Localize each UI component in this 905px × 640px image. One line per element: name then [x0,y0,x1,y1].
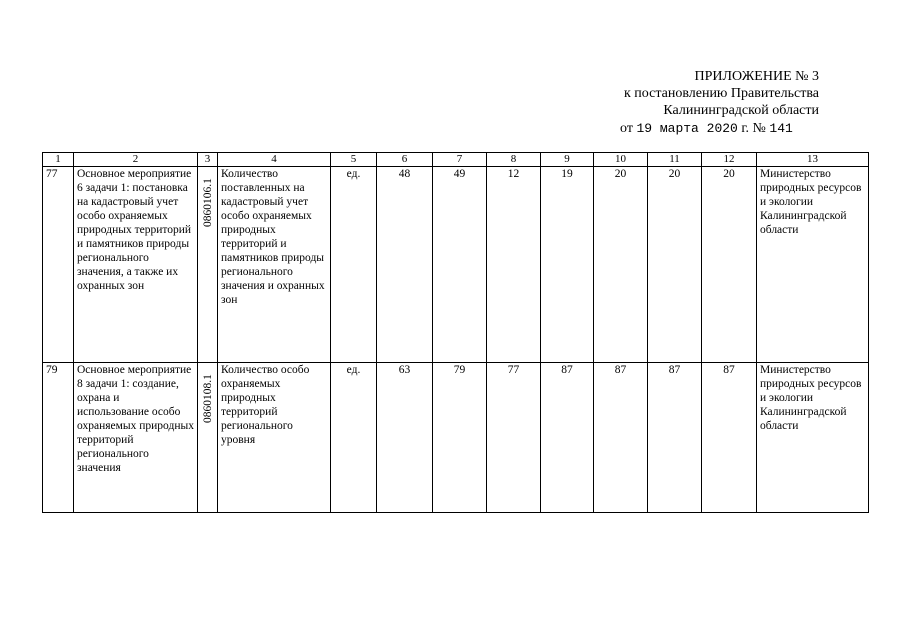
indicators-table [42,152,869,513]
value-cell: 77 [487,363,541,513]
measure-cell: Основное мероприятие 8 задачи 1: создание, охрана и использование особо охраняемых природных территорий регионального значения [74,363,198,513]
decree-number: 141 [769,121,793,136]
column-header-row [43,153,869,167]
code-text: 0860106.1 [201,178,214,227]
decree-reference [620,120,793,137]
table-row [43,363,869,513]
value-cell: 20 [594,167,648,363]
column-header: 3 [198,153,218,167]
column-header: 13 [757,153,869,167]
code-cell [198,167,218,363]
row-number: 79 [43,363,74,513]
appendix-header [624,68,819,119]
value-cell: 48 [377,167,433,363]
decree-date: 19 марта 2020 [636,121,738,136]
code-cell [198,363,218,513]
value-cell: 87 [702,363,757,513]
unit-cell: ед. [331,167,377,363]
value-cell: 20 [702,167,757,363]
table-row [43,167,869,363]
appendix-subtitle: к постановлению Правительства [623,86,819,101]
value-cell: 19 [541,167,594,363]
column-header: 5 [331,153,377,167]
executor-cell: Министерство природных ресурсов и экологии Калининградской области [757,167,869,363]
column-header: 6 [377,153,433,167]
value-cell: 87 [648,363,702,513]
column-header: 10 [594,153,648,167]
value-cell: 49 [433,167,487,363]
column-header: 2 [74,153,198,167]
value-cell: 63 [377,363,433,513]
column-header: 1 [43,153,74,167]
code-text: 0860108.1 [201,374,214,423]
unit-cell: ед. [331,363,377,513]
indicator-cell: Количество поставленных на кадастровый учет особо охраняемых природных территорий и памятников природы регионального значения и охранных зон [218,167,331,363]
column-header: 7 [433,153,487,167]
value-cell: 79 [433,363,487,513]
row-number: 77 [43,167,74,363]
column-header: 9 [541,153,594,167]
appendix-title: ПРИЛОЖЕНИЕ № 3 [694,69,819,84]
executor-cell: Министерство природных ресурсов и экологии Калининградской области [757,363,869,513]
indicator-cell: Количество особо охраняемых природных территорий регионального уровня [218,363,331,513]
column-header: 11 [648,153,702,167]
measure-cell: Основное мероприятие 6 задачи 1: постановка на кадастровый учет особо охраняемых природных территорий и памятников природы регионального значения, а также их охранных зон [74,167,198,363]
value-cell: 87 [541,363,594,513]
column-header: 4 [218,153,331,167]
appendix-region: Калининградской области [663,103,819,118]
value-cell: 12 [487,167,541,363]
value-cell: 87 [594,363,648,513]
column-header: 12 [702,153,757,167]
decree-prefix: от [620,121,633,136]
value-cell: 20 [648,167,702,363]
column-header: 8 [487,153,541,167]
decree-mid: г. № [741,121,766,136]
